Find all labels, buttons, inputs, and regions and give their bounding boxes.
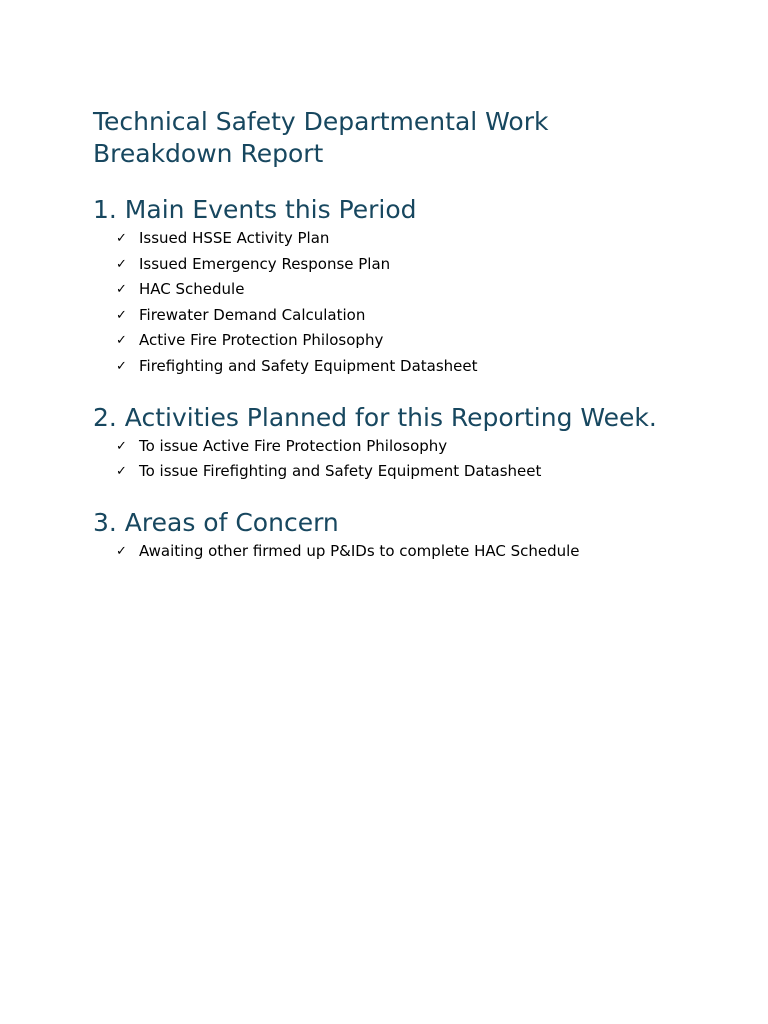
section-heading: 2. Activities Planned for this Reporting Week.: [93, 402, 657, 432]
list-item: [93, 252, 733, 278]
checkmark-icon: ✓: [116, 231, 127, 246]
section-main-events: [93, 194, 733, 380]
checkmark-icon: ✓: [116, 333, 127, 349]
list-item: [93, 277, 733, 303]
list-item-text: Firefighting and Safety Equipment Datasheet: [139, 356, 478, 375]
list-item: [93, 328, 733, 354]
document-title-line-1: Technical Safety Departmental Work: [93, 107, 549, 136]
list-item-text: Active Fire Protection Philosophy: [139, 331, 384, 350]
checkmark-icon: ✓: [116, 307, 127, 323]
list-item: [93, 226, 733, 252]
checkmark-icon: ✓: [116, 438, 127, 454]
section-heading: 3. Areas of Concern: [93, 507, 339, 537]
list-item: [93, 434, 733, 460]
checklist: [93, 226, 733, 380]
section-heading: 1. Main Events this Period: [93, 195, 417, 224]
list-item-text: Firewater Demand Calculation: [139, 305, 366, 324]
section-areas-of-concern: [93, 507, 733, 565]
list-item-text: To issue Active Fire Protection Philosophy: [139, 436, 448, 455]
list-item-text: HAC Schedule: [139, 280, 245, 299]
checkmark-icon: ✓: [116, 256, 127, 272]
document-title: [93, 106, 733, 170]
checkmark-icon: ✓: [116, 358, 127, 374]
list-item-text: Issued Emergency Response Plan: [139, 254, 391, 273]
list-item: [93, 354, 733, 380]
checkmark-icon: ✓: [116, 543, 127, 559]
list-item-text: To issue Firefighting and Safety Equipment Datasheet: [139, 462, 542, 481]
checkmark-icon: ✓: [116, 282, 127, 298]
list-item-text: Issued HSSE Activity Plan: [139, 229, 330, 247]
checkmark-icon: ✓: [116, 464, 127, 480]
checklist: [93, 434, 733, 485]
document-page: [93, 106, 733, 564]
list-item: [93, 539, 733, 565]
list-item: [93, 459, 733, 485]
document-title-line-2: Breakdown Report: [93, 139, 324, 168]
list-item-text: Awaiting other firmed up P&IDs to complete HAC Schedule: [139, 541, 580, 560]
checklist: [93, 539, 733, 565]
section-planned-activities: [93, 402, 733, 485]
list-item: [93, 303, 733, 329]
